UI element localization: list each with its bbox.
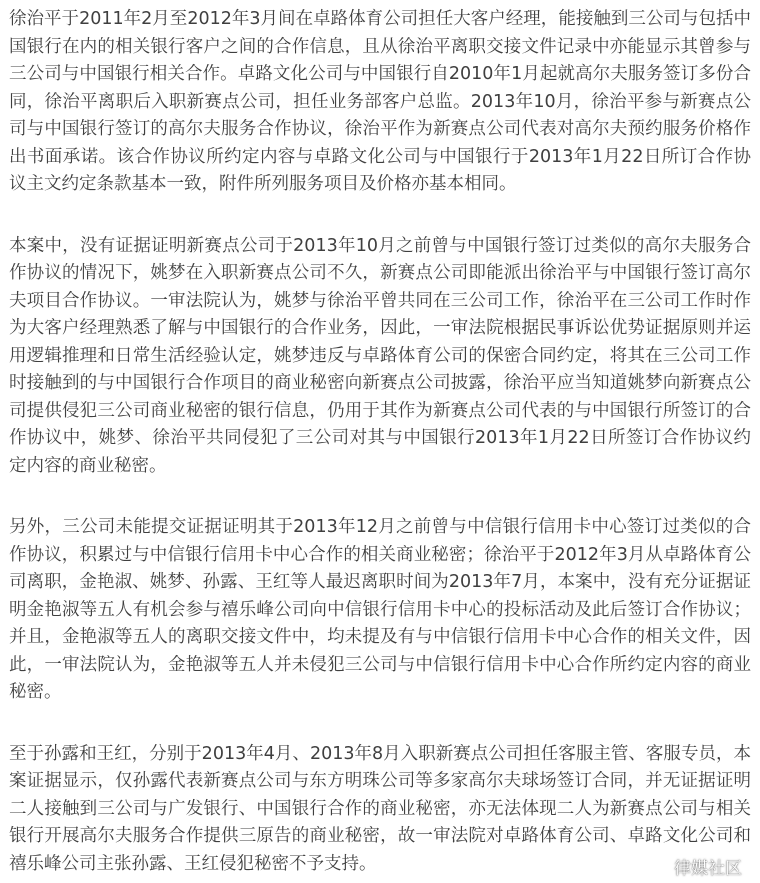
wechat-icon [638, 856, 668, 878]
paragraph-4: 至于孙露和王红，分别于2013年4月、2013年8月入职新赛点公司担任客服主管、客服专员，本案证据显示，仅孙露代表新赛点公司与东方明珠公司等多家高尔夫球场签订合同，并无证据证明二人接触到三公司与广发银行、中国银行合作的商业秘密，亦无法体现二人为新赛点公司与相关银行开展高尔夫服务合作提供三原告的商业秘密，故一审法院对卓路体育公司、卓路文化公司和禧乐峰公司主张孙露、王红侵犯秘密不予支持。 [9, 743, 751, 874]
paragraph-1: 徐治平于2011年2月至2012年3月间在卓路体育公司担任大客户经理，能接触到三公司与包括中国银行在内的相关银行客户之间的合作信息，且从徐治平离职交接文件记录中亦能显示其曾参与三公司与中国银行相关合作。卓路文化公司与中国银行自2010年1月起就高尔夫服务签订多份合同，徐治平离职后入职新赛点公司，担任业务部客户总监。2013年10月，徐治平参与新赛点公司与中国银行签订的高尔夫服务合作协议，徐治平作为新赛点公司代表对高尔夫预约服务价格作出书面承诺。该合作协议所约定内容与卓路文化公司与中国银行于2013年1月22日所订合作协议主文约定条款基本一致，附件所列服务项目及价格亦基本相同。 [9, 9, 751, 194]
watermark [638, 854, 742, 879]
document-body [9, 6, 751, 878]
paragraph-3: 另外，三公司未能提交证据证明其于2013年12月之前曾与中信银行信用卡中心签订过类似的合作协议，积累过与中信银行信用卡中心合作的相关商业秘密；徐治平于2012年3月从卓路体育公司离职，金艳淑、姚梦、孙露、王红等人最迟离职时间为2013年7月，本案中，没有充分证据证明金艳淑等五人有机会参与禧乐峰公司向中信银行信用卡中心的投标活动及此后签订合作协议；并且，金艳淑等五人的离职交接文件中，均未提及有与中信银行信用卡中心合作的相关文件，因此，一审法院认为，金艳淑等五人并未侵犯三公司与中信银行信用卡中心合作所约定内容的商业秘密。 [9, 517, 751, 702]
watermark-text: 律媒社区 [674, 859, 742, 879]
paragraph-2: 本案中，没有证据证明新赛点公司于2013年10月之前曾与中国银行签订过类似的高尔夫服务合作协议的情况下，姚梦在入职新赛点公司不久，新赛点公司即能派出徐治平与中国银行签订高尔夫项目合作协议。一审法院认为，姚梦与徐治平曾共同在三公司工作，徐治平在三公司工作时作为大客户经理熟悉了解与中国银行的合作业务，因此，一审法院根据民事诉讼优势证据原则并运用逻辑推理和日常生活经验认定，姚梦违反与卓路体育公司的保密合同约定，将其在三公司工作时接触到的与中国银行合作项目的商业秘密向新赛点公司披露，徐治平应当知道姚梦向新赛点公司提供侵犯三公司商业秘密的银行信息，仍用于其作为新赛点公司代表的与中国银行所签订的合作协议中，姚梦、徐治平共同侵犯了三公司对其与中国银行2013年1月22日所签订合作协议约定内容的商业秘密。 [9, 235, 751, 476]
